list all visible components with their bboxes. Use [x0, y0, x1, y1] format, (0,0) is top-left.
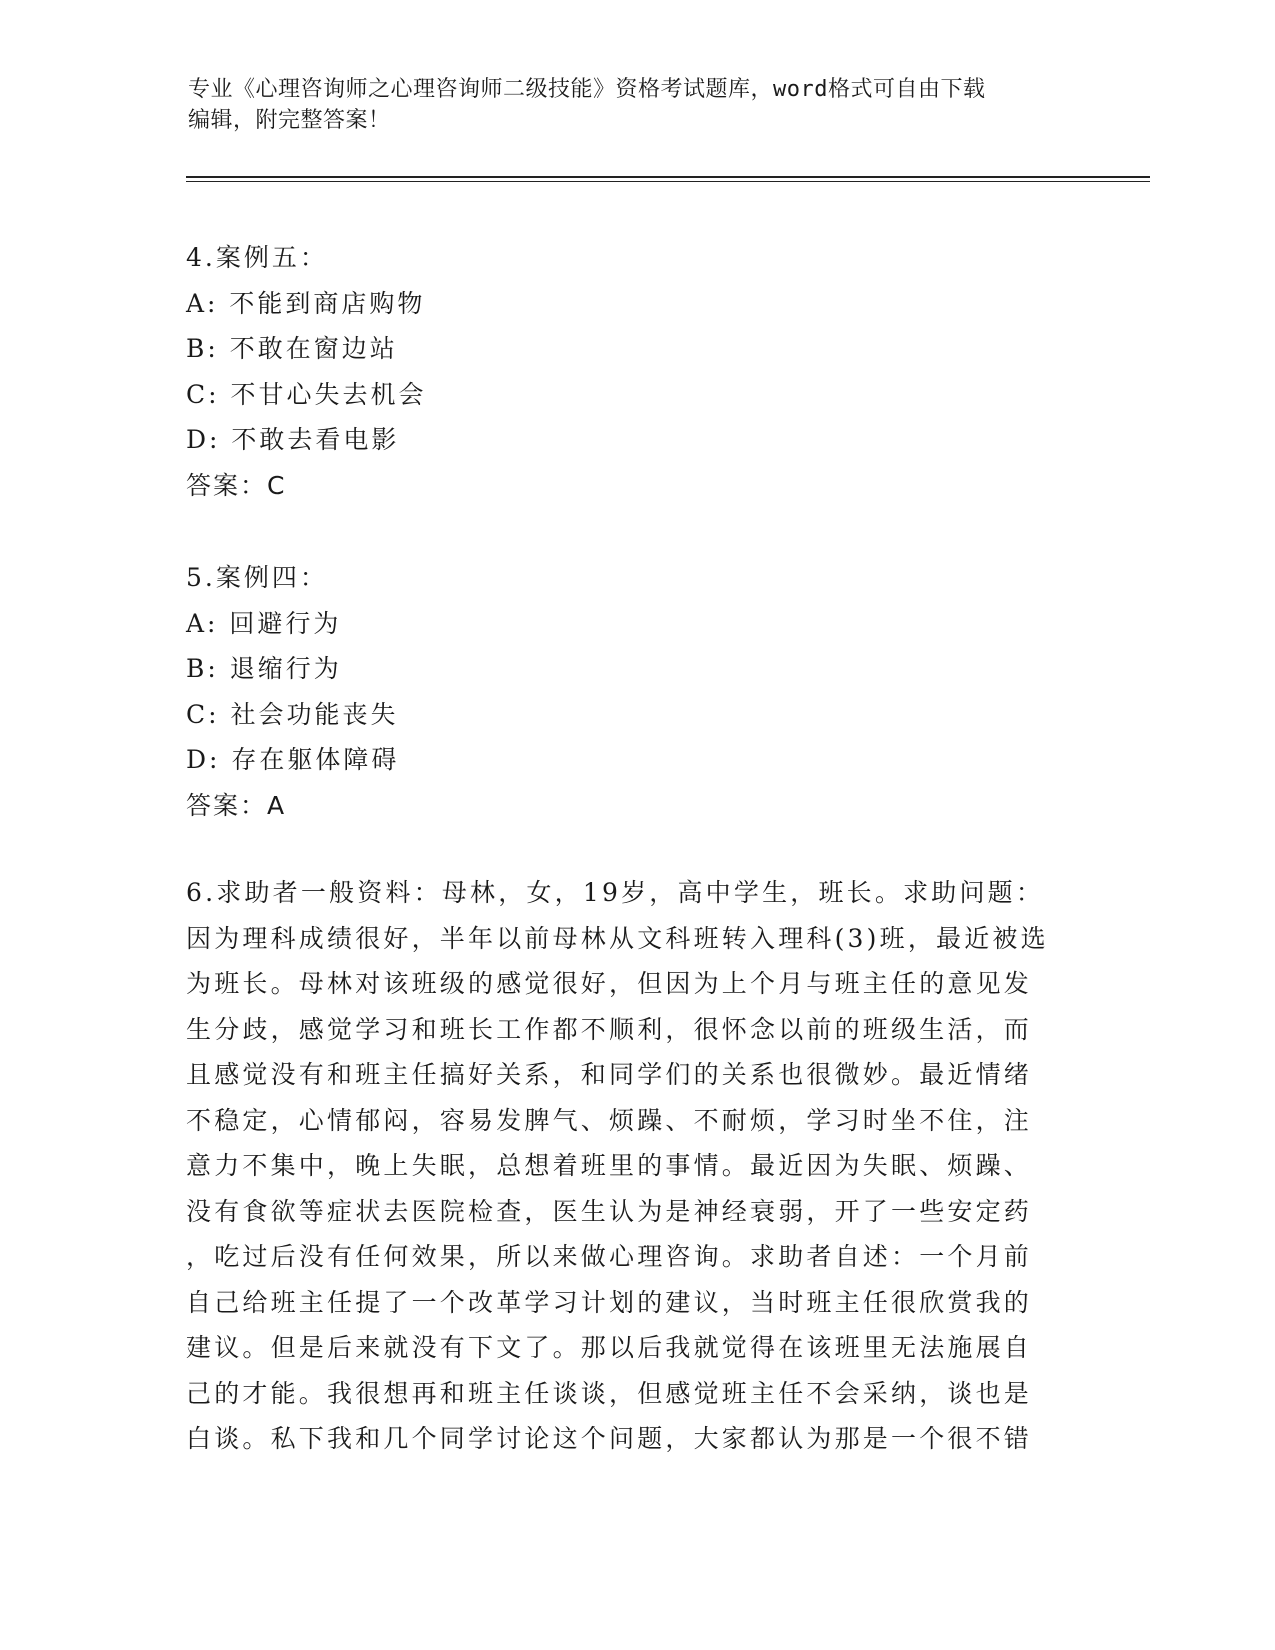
paragraph-line: 生分歧，感觉学习和班长工作都不顺利，很怀念以前的班级生活，而: [186, 1014, 1033, 1044]
paragraph-line: 6.求助者一般资料：母林，女，19岁，高中学生，班长。求助问题：: [186, 878, 1045, 907]
paragraph-line: 没有食欲等症状去医院检查，医生认为是神经衰弱，开了一些安定药: [186, 1196, 1033, 1226]
option-c: C: 社会功能丧失: [186, 699, 399, 729]
question-stem: 4.案例五：: [186, 243, 328, 272]
paragraph-line: 且感觉没有和班主任搞好关系，和同学们的关系也很微妙。最近情绪: [186, 1060, 1033, 1089]
header-divider: [186, 176, 1150, 178]
paragraph-line: 自己给班主任提了一个改革学习计划的建议，当时班主任很欣赏我的: [186, 1287, 1033, 1317]
question-5: [186, 555, 1086, 828]
paragraph-line: 白谈。私下我和几个同学讨论这个问题，大家都认为那是一个很不错: [186, 1424, 1033, 1453]
header-line-1: 专业《心理咨询师之心理咨询师二级技能》资格考试题库，word格式可自由下载: [188, 77, 986, 102]
header-divider-thin: [186, 181, 1150, 182]
answer-line: 答案：A: [186, 790, 287, 820]
paragraph-line: 己的才能。我很想再和班主任谈谈，但感觉班主任不会采纳，谈也是: [186, 1378, 1033, 1408]
paragraph-line: 为班长。母林对该班级的感觉很好，但因为上个月与班主任的意见发: [186, 969, 1033, 998]
option-d: D: 存在躯体障碍: [186, 745, 400, 774]
option-c: C: 不甘心失去机会: [186, 379, 427, 409]
paragraph-line: 建议。但是后来就没有下文了。那以后我就觉得在该班里无法施展自: [186, 1333, 1033, 1362]
option-d: D: 不敢去看电影: [186, 425, 400, 454]
option-b: B: 退缩行为: [186, 654, 342, 683]
paragraph-line: 因为理科成绩很好，半年以前母林从文科班转入理科(3)班，最近被选: [186, 923, 1049, 953]
question-4: [186, 235, 1086, 508]
option-b: B: 不敢在窗边站: [186, 334, 398, 363]
paragraph-line: ，吃过后没有任何效果，所以来做心理咨询。求助者自述：一个月前: [186, 1242, 1033, 1271]
question-stem: 5.案例四：: [186, 563, 328, 592]
answer-line: 答案：C: [186, 470, 287, 500]
header-line-2: 编辑，附完整答案！: [188, 108, 391, 133]
question-6-paragraph: [186, 870, 1066, 1462]
paragraph-line: 意力不集中，晚上失眠，总想着班里的事情。最近因为失眠、烦躁、: [186, 1151, 1033, 1180]
option-a: A: 不能到商店购物: [186, 288, 426, 318]
document-header: [188, 74, 1088, 136]
paragraph-line: 不稳定，心情郁闷，容易发脾气、烦躁、不耐烦，学习时坐不住，注: [186, 1105, 1033, 1135]
option-a: A: 回避行为: [186, 608, 342, 638]
